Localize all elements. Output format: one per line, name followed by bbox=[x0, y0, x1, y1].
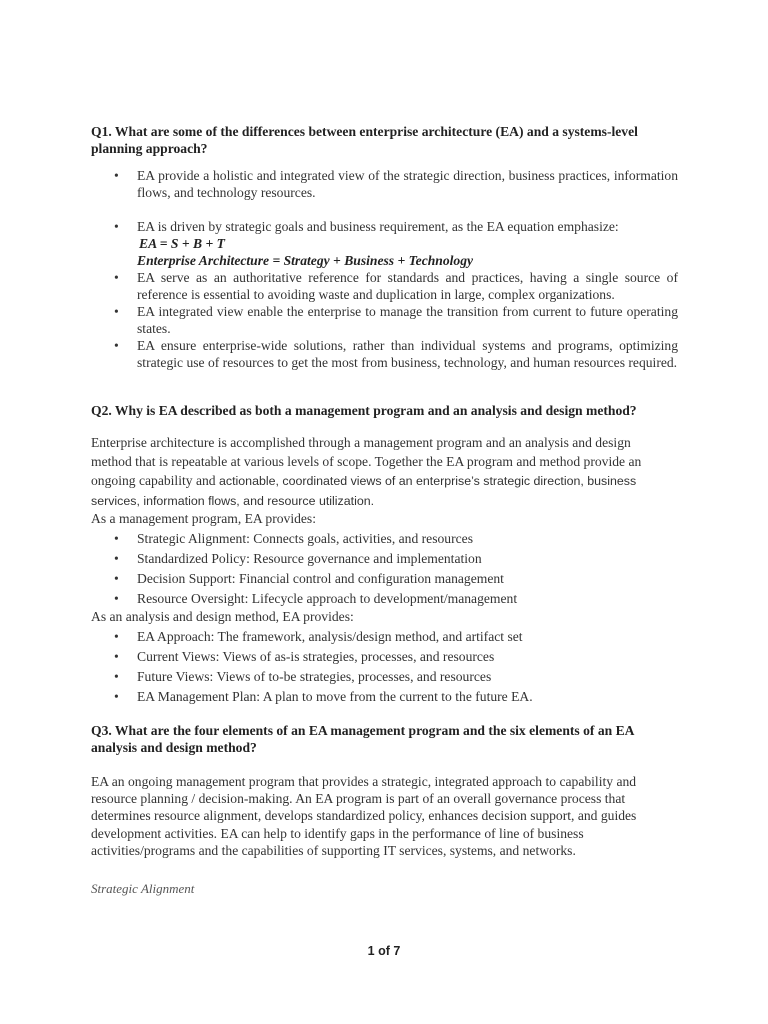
q1-bullet-list-2 bbox=[114, 218, 678, 371]
list-item: • EA integrated view enable the enterprise to manage the transition from current to future operating states. bbox=[114, 304, 678, 336]
q2-management-intro: As a management program, EA provides: bbox=[91, 511, 316, 526]
q1-bullet-list bbox=[114, 167, 678, 201]
ea-equation: EA = S + B + T bbox=[139, 236, 225, 251]
question-1-heading: Q1. What are some of the differences between enterprise architecture (EA) and a systems-level planning approach? bbox=[91, 124, 638, 156]
question-3-heading: Q3. What are the four elements of an EA management program and the six elements of an EA analysis and design method? bbox=[91, 723, 634, 755]
q2-method-list bbox=[114, 627, 678, 707]
page-number: 1 of 7 bbox=[367, 944, 401, 958]
ea-equation-full: Enterprise Architecture = Strategy + Business + Technology bbox=[137, 253, 474, 268]
list-item: • Standardized Policy: Resource governance and implementation bbox=[114, 551, 482, 566]
list-item: • EA serve as an authoritative reference for standards and practices, having a single source of reference is essential to avoiding waste and duplication in large, complex organizations. bbox=[114, 270, 678, 302]
list-item: • EA Approach: The framework, analysis/design method, and artifact set bbox=[114, 629, 523, 644]
q2-paragraph: Enterprise architecture is accomplished through a management program and an analysis and design method that is repeatable at various levels of scope. Together the EA program and method provide an ongoing capability and actionable, coordinated views of an enterprise’s strategic direction, business services, information flows, and resource utilization. bbox=[91, 435, 642, 508]
list-item: • EA Management Plan: A plan to move from the current to the future EA. bbox=[114, 689, 533, 704]
list-item: • Resource Oversight: Lifecycle approach to development/management bbox=[114, 591, 518, 606]
list-item: • Decision Support: Financial control and configuration management bbox=[114, 571, 504, 586]
question-2-heading: Q2. Why is EA described as both a management program and an analysis and design method? bbox=[91, 403, 637, 418]
q2-method-intro: As an analysis and design method, EA provides: bbox=[91, 609, 354, 624]
q2-management-list bbox=[114, 529, 678, 609]
list-item: • Future Views: Views of to-be strategies, processes, and resources bbox=[114, 669, 492, 684]
list-item: • Current Views: Views of as-is strategies, processes, and resources bbox=[114, 649, 495, 664]
list-item: • EA is driven by strategic goals and business requirement, as the EA equation emphasize: EA = S + B + T Enterprise Architecture = Strategy + Business + Technology bbox=[137, 218, 678, 269]
list-item: • EA ensure enterprise-wide solutions, rather than individual systems and programs, optimizing strategic use of resources to get the most from business, technology, and human resources required. bbox=[114, 338, 678, 370]
q3-paragraph: EA an ongoing management program that provides a strategic, integrated approach to capability and resource planning / decision-making. An EA program is part of an overall governance process that determines resource alignment, develops standardized policy, enhances decision support, and guides development activities. EA can help to identify gaps in the performance of line of business activities/programs and the capabilities of supporting IT services, systems, and networks. bbox=[91, 774, 637, 858]
list-item: • EA provide a holistic and integrated view of the strategic direction, business practices, information flows, and technology resources. bbox=[114, 168, 678, 200]
q3-subheading: Strategic Alignment bbox=[91, 881, 195, 896]
list-item: • Strategic Alignment: Connects goals, activities, and resources bbox=[114, 531, 473, 546]
